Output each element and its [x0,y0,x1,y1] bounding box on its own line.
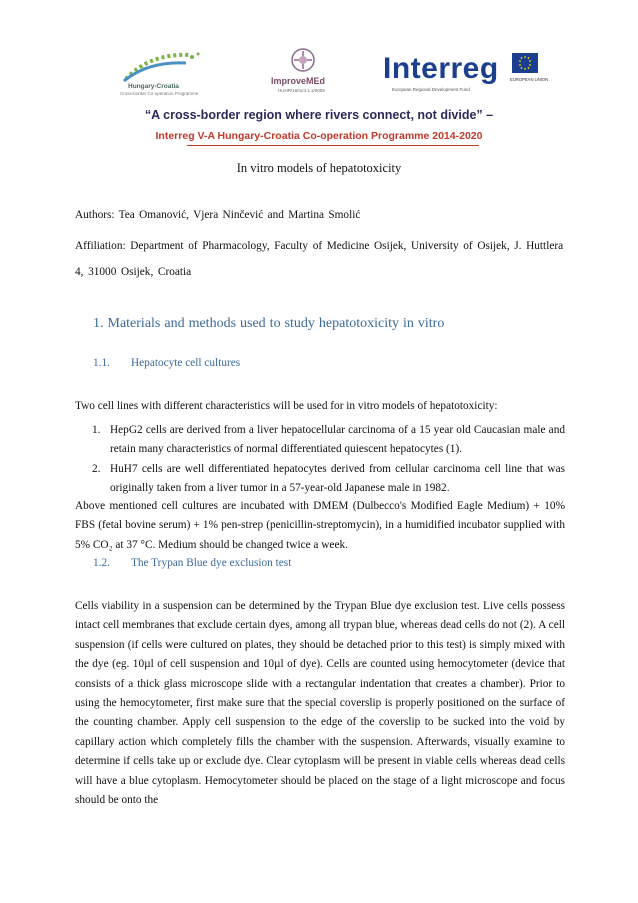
section-heading-1 [93,316,444,332]
programme-slogan: “A cross-border region where rivers connect, not divide” – [144,108,494,122]
improvemed-logo [258,46,348,102]
paragraph-incubation: Above mentioned cell cultures are incubated with DMEM (Dulbecco's Modified Eagle Medium) + 10% FBS (fetal bovine serum) + 1% pen-strep (penicillin-streptomycin), in a humidified incubator supplied with 5% CO₂ at 37 °C. Medium should be changed twice a week. [75,500,565,551]
authors-line: Authors: Tea Omanović, Vjera Ninčević and Martina Smolić [75,209,361,221]
affiliation-line: Affiliation: Department of Pharmacology, Faculty of Medicine Osijek, University of Osijek, J. Huttlera 4, 31000 Osijek, Croatia [75,240,564,278]
paragraph-intro: Two cell lines with different characteristics will be used for in vitro models of hepatotoxicity: [75,400,498,412]
subsection-number: 1.1. [93,357,110,369]
subsection-number: 1.2. [93,557,110,569]
list-marker: 2. [92,462,101,475]
subsection-title: Hepatocyte cell cultures [131,357,241,369]
eu-label: EUROPEAN UNION [510,77,549,82]
hungary-croatia-logo [120,45,208,107]
eu-flag-icon [512,53,538,73]
section-heading-number: 1. [93,316,104,331]
cell-lines-list [75,421,565,499]
list-item [75,460,565,499]
hungary-croatia-arc-icon [120,45,208,85]
document-title: In vitro models of hepatotoxicity [236,161,402,175]
improvemed-code: HUHR/1601/4.1.1/0009 [278,88,325,93]
paragraph-trypan-blue: Cells viability in a suspension can be determined by the Trypan Blue dye exclusion test. Live cells possess intact cell membranes that exclude certain dyes, among all trypan blue, whereas dead cells do not (2). A cell suspension (if cells were cultured on plates, they should be detached prior to this test) is simply mixed with the dye (eg. 10µl of cell suspension and 10µl of dye). Cells are counted using hemocytometer (device that consists of a thick glass microscope slide with a rectangular indentation that creates a chamber). Prior to using the hemocytometer, first make sure that the special coverslip is properly positioned on the surface of the counting chamber. Apply cell suspension to the edge of the coverslip to be sucked into the void by capillary action which completely fills the chamber with the suspension. Afterwards, visually examine to determine if cells take up or exclude dye. Clear cytoplasm will be present in viable cells whereas dead cells will have a blue cytoplasm. Hemocytometer should be placed on the stage of a light microscope and focus should be onto the [75,600,565,807]
list-item-text: HepG2 cells are derived from a liver hepatocellular carcinoma of a 15 year old Caucasian male and retain many characteristics of normal differentiated quiescent hepatocytes (1). [110,424,565,456]
list-item-text: HuH7 cells are well differentiated hepatocytes derived from cellular carcinoma cell line that was originally taken from a liver tumor in a 57-year-old Japanese male in 1982. [110,462,565,495]
section-heading-title: Materials and methods used to study hepatotoxicity in vitro [107,316,445,331]
hungary-croatia-logo-title: Hungary-Croatia [128,83,179,90]
interreg-logo-subtitle: European Regional Development Fund [392,87,470,92]
list-marker: 1. [92,424,101,436]
programme-underline [187,145,479,146]
subsection-title: The Trypan Blue dye exclusion test [131,557,292,569]
improvemed-name: ImproveMEd [271,76,326,86]
hungary-croatia-logo-subtitle: Cross-border Co-operation Programme [120,91,199,96]
list-item [75,421,565,460]
interreg-logo-text: Interreg [383,52,499,85]
programme-title: Interreg V-A Hungary-Croatia Co-operation Programme 2014-2020 [155,130,483,142]
improvemed-emblem-icon [258,46,348,76]
